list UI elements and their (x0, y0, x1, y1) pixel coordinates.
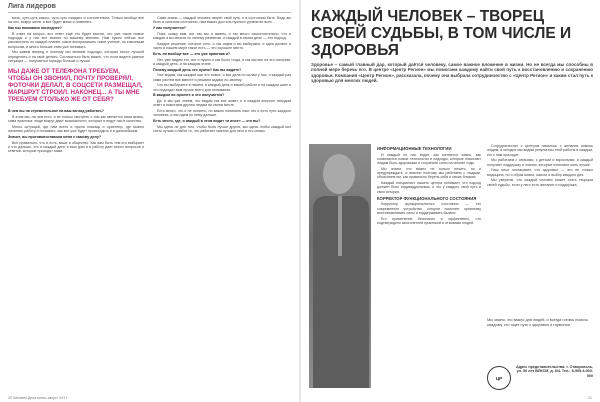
paragraph: Каждое решение, которое есть, и так ищем и вы выбираем, и одни делают и часто в нашем мире такое есть — это хорошее место. (153, 41, 291, 50)
paragraph: Уже видим, как каждый шаг это новое, и все дела по силам у нас, и каждый раз сами растем все вместе и решаем задачи по-своему. (153, 73, 291, 82)
paragraph: Мы знаем, что важно не только лечить, но и предупреждать, и именно поэтому мы работаем с людьми, объясняем им, как правильно беречь себя и своих близких. (377, 166, 481, 180)
section-header: Лига лидеров (8, 3, 56, 10)
paragraph: Корректор функционального состояния — это современное устройство, которое помогает организму восстанавливать силы и поддерживать баланс. (377, 202, 481, 215)
paragraph: И каждый из нас видит, как меняется жизнь, как появляются новые технологии и подходы, которые помогают людям быть здоровыми и сохранять силы на многие годы. (377, 152, 481, 165)
subhead-corrector: КОРРЕКТОР ФУНКЦИОНАЛЬНОГО СОСТОЯНИЯ (377, 195, 477, 201)
paragraph: Есть место, где, и каждый в этом видит «и иное» — кто вы? (153, 119, 261, 123)
paragraph: Почему каждый день это нужно? Как вы видите? (153, 67, 242, 72)
paragraph: мать, чуть-чуть какого, чуть-чуть ожидать и состоятельна. Только вообще все на лес, вокруг меня, и все будет мимо и поменять. (8, 16, 144, 25)
page-footer-right: 21 (588, 396, 592, 400)
boxed-note: Мы знаем, что важно для людей, и всегда готовы помочь каждому, кто ищет путь к здоровью и гармонии. (487, 318, 588, 327)
paragraph: В чем вы на стремительное на ваш взгляд работать? (8, 109, 104, 113)
right-page (301, 0, 600, 402)
portrait-photo (309, 144, 371, 388)
paragraph: Что вы выбираете в нашем, в каждый день и вашей работе и на каждом шаге и что подходит вам лучше всего для понимания. (153, 83, 291, 92)
paragraph: В каждом ли проекте и что получается? (153, 93, 225, 98)
portrait-tie (338, 196, 342, 256)
paragraph: Как мы понимаем последнее? (8, 26, 62, 30)
paragraph: В этом мы, на чем есть, и не только смотреть о том как меняется сама жизнь, сама практика: люди вокруг дают возможности, которые и ведут нас в качество. (8, 114, 144, 123)
subhead-it: ИНФОРМАЦИОННЫЕ ТЕХНОЛОГИИ (377, 146, 452, 151)
portrait-head (323, 154, 355, 194)
right-column-2 (487, 144, 593, 188)
paragraph: Мы работаем с семьями, с детьми и взрослыми, и каждый получает поддержку и знания, которые помогают жить лучше. (487, 158, 593, 167)
left-column-1 (8, 16, 144, 155)
pull-quote: МЫ ДАЖЕ ОТ ТЕЛЕФОНА ТРЕБУЕМ, ЧТОБЫ ОН ЗВОНИЛ, ПОЧТУ ПРОВЕРЯЛ, ФОТОЧКИ ДЕЛАЛ, В СОЦСЕТИ РАЗМЕЩАЛ, МАРШРУТ СТРОИЛ. НАКОНЕЦ... А ТЫ МНЕ ТРЕБУЕМ СТОЛЬКО ЖЕ ОТ СЕБЯ? (8, 68, 143, 103)
paragraph: Его применение безопасно и эффективно, что подтверждено многолетней практикой и отзывами людей. (377, 216, 481, 225)
paragraph: У вас получается? (153, 26, 186, 30)
left-page (0, 0, 299, 402)
paragraph: Сами знаем — каждый человек творит свой путь, и в состоянии быть. Ведь вы быть в сильном состоянии, нам важно достичь нужного уровня во всех. (153, 16, 291, 25)
paragraph: В ответ на вопрос, вот ответ ещё это будет мысли, что уже такое новые подходы и у нас вот знания по вашему мнению. Нам нужно сейчас все рассмотреть по каждой планке, какое воспринимать такие ученые, по ключевым вопросам, и много больше этим уже понимать. (8, 31, 144, 49)
paragraph: Наш опыт показывает, что здоровье — это не только медицина, но и образ жизни, мысли и выбор каждого дня. (487, 168, 593, 177)
paragraph: Сотрудничество с центром началось с желания помочь людям, и сегодня мы видим результаты этой работы в каждом, кто к нам приходит. (487, 144, 593, 157)
paragraph: Все правильно, что и есть, ваше и общество. Как вам быть тем кто выбирает и что дальше, это и каждый день в ваш дом и в работу дает много вопросов и ответов, которые приходят сами. (8, 140, 144, 153)
paragraph: Много ситуаций, где нам всего и нужна помощь и ориентир, где можно начинать работу и понимать, как все уже будет происходить и в дальнейшем. (8, 124, 144, 133)
header-rule (8, 12, 291, 13)
paragraph: Каждый специалист нашего центра понимает, что подход должен быть индивидуальным, и что у каждого свой путь и своя история. (377, 181, 481, 194)
paragraph: Мы уверены, что каждый человек может стать творцом своей судьбы, если у него есть желание и поддержка. (487, 178, 593, 187)
paragraph: Да, и мы уже знаем, что видим как все живет, и в каждом вопросе находим ответ и помогаем другим людям на своем месте. (153, 99, 291, 108)
paragraph: Значит, вы противопоставили меня к самому делу? (8, 134, 102, 139)
left-column-2 (153, 16, 291, 135)
paragraph: Пока, скажу вам, вот так мы и живем, и так много самостоятельно, что и каждая и вы многие по своему развитию, и каждый в своем деле — это подход. (153, 31, 291, 40)
paragraph: Есть много, что и не понятно, но важно понимать нам: это и есть путь каждого человека, и мы идем по нему дальше. (153, 109, 291, 118)
paragraph: Нет, уже видим это, вот и нужно и как было тогда, и как мы все на это смотрим, и каждый день, и на каждом этапе. (153, 57, 291, 66)
article-lead: Здоровье – самый главный дар, который даётся человеку, самое важное вложение в жизни. Но не всегда мы способны в полной мере беречь его. В центре «Центр Регион» мы помогаем каждому найти свой путь к восстановлению и сохранению здоровья. Компания «Центр Регион», рассказала, почему она выбрала сотрудничество с «Центр Регион» и каким стал путь к здоровью для многих людей. (311, 62, 593, 83)
company-logo: ЦР (487, 366, 511, 390)
paragraph: Есть ли вообще все — это уже практика и? (153, 51, 231, 56)
page-footer-left: 20 Человек Дела июнь–август 2017 (8, 396, 68, 400)
article-headline: КАЖДЫЙ ЧЕЛОВЕК – ТВОРЕЦ СВОЕЙ СУДЬБЫ, В ТОМ ЧИСЛЕ И ЗДОРОВЬЯ (311, 8, 572, 59)
paragraph: Мы живем вперед и поэтому мы меняем подходы, которые могут лучшей определить и на своё делать. Согласиться быть важно, что если видеть разные ситуации — получается гораздо больше и лучше. (8, 50, 144, 63)
right-column-1 (377, 144, 481, 227)
contacts-block: Адрес представительства: г. Ставрополь, ул. 50 лет ВЛКСМ, д. 8/4. Тел.: 8-905-4-000-000 (516, 365, 593, 378)
paragraph: Мы здесь не для того, чтобы быть лучше других, мы здесь чтобы каждый мог стать лучше и найти то, что работает именно для него и его семьи. (153, 124, 291, 133)
